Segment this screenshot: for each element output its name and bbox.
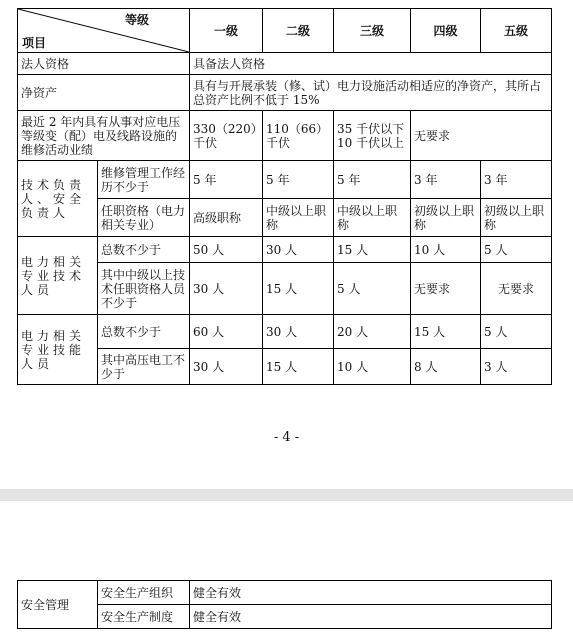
skill-staff-row-2 [18, 349, 552, 385]
page-divider [0, 489, 573, 501]
safety-row-2 [18, 605, 552, 629]
skill-staff-group: 电力相关专业技能人员 [18, 315, 98, 385]
tech-staff-r1-v5: 5 人 [481, 237, 552, 263]
header-row [18, 9, 552, 53]
header-level-1: 一级 [190, 9, 263, 53]
tech-staff-r1-label: 总数不少于 [98, 237, 190, 263]
experience-level-1: 330（220）千伏 [190, 111, 263, 161]
tech-head-r2-label: 任职资格（电力相关专业） [98, 199, 190, 237]
safety-r1-value: 健全有效 [190, 581, 552, 605]
skill-staff-r1-v1: 60 人 [190, 315, 263, 349]
skill-staff-r1-v2: 30 人 [263, 315, 334, 349]
header-level-label: 等级 [124, 13, 149, 27]
skill-staff-r1-v5: 5 人 [481, 315, 552, 349]
safety-r2-value: 健全有效 [190, 605, 552, 629]
skill-staff-r2-v3: 10 人 [334, 349, 411, 385]
header-level-2: 二级 [263, 9, 334, 53]
tech-staff-r1-v1: 50 人 [190, 237, 263, 263]
tech-staff-r1-v3: 15 人 [334, 237, 411, 263]
tech-head-r2-v5: 初级以上职称 [481, 199, 552, 237]
legal-label: 法人资格 [18, 53, 190, 75]
tech-head-r1-v5: 3 年 [481, 161, 552, 199]
experience-level-2: 110（66）千伏 [263, 111, 334, 161]
tech-head-r1-v4: 3 年 [411, 161, 481, 199]
tech-staff-group: 电力相关专业技术人员 [18, 237, 98, 315]
experience-label: 最近 2 年内具有从事对应电压等级变（配）电及线路设施的维修活动业绩 [18, 111, 190, 161]
header-level-3: 三级 [334, 9, 411, 53]
tech-staff-r1-v2: 30 人 [263, 237, 334, 263]
legal-value: 具备法人资格 [190, 53, 552, 75]
tech-head-row-2 [18, 199, 552, 237]
legal-row [18, 53, 552, 75]
tech-head-r1-v1: 5 年 [190, 161, 263, 199]
tech-head-r1-label: 维修管理工作经历不少于 [98, 161, 190, 199]
tech-staff-r2-v3: 5 人 [334, 263, 411, 315]
skill-staff-r2-v5: 3 人 [481, 349, 552, 385]
skill-staff-r2-v2: 15 人 [263, 349, 334, 385]
qualification-table [17, 8, 552, 385]
tech-head-r2-v3: 中级以上职称 [334, 199, 411, 237]
header-level-5: 五级 [481, 9, 552, 53]
tech-staff-row-2 [18, 263, 552, 315]
net-assets-value: 具有与开展承装（修、试）电力设施活动相适应的净资产，其所占总资产比例不低于 15% [190, 75, 552, 111]
tech-head-r1-v2: 5 年 [263, 161, 334, 199]
skill-staff-r2-v1: 30 人 [190, 349, 263, 385]
experience-level-3: 35 千伏以下 10 千伏以上 [334, 111, 411, 161]
safety-row-1 [18, 581, 552, 605]
tech-staff-r2-v1: 30 人 [190, 263, 263, 315]
skill-staff-r1-v4: 15 人 [411, 315, 481, 349]
safety-r1-label: 安全生产组织 [98, 581, 190, 605]
net-assets-label: 净资产 [18, 75, 190, 111]
page-number: - 4 - [273, 430, 300, 445]
tech-staff-r1-v4: 10 人 [411, 237, 481, 263]
tech-head-r2-v2: 中级以上职称 [263, 199, 334, 237]
experience-row [18, 111, 552, 161]
tech-head-r1-v3: 5 年 [334, 161, 411, 199]
experience-level-4-5: 无要求 [411, 111, 552, 161]
tech-head-r2-v4: 初级以上职称 [411, 199, 481, 237]
tech-head-row-1 [18, 161, 552, 199]
skill-staff-r1-label: 总数不少于 [98, 315, 190, 349]
tech-staff-r2-label: 其中中级以上技术任职资格人员不少于 [98, 263, 190, 315]
net-assets-row [18, 75, 552, 111]
skill-staff-r2-v4: 8 人 [411, 349, 481, 385]
skill-staff-row-1 [18, 315, 552, 349]
safety-r2-label: 安全生产制度 [98, 605, 190, 629]
header-level-4: 四级 [411, 9, 481, 53]
tech-head-group: 技术负责人、安全负责人 [18, 161, 98, 237]
skill-staff-r2-label: 其中高压电工不少于 [98, 349, 190, 385]
header-item-label: 项目 [22, 36, 47, 50]
safety-group: 安全管理 [18, 581, 98, 629]
tech-staff-r2-v5: 无要求 [481, 263, 552, 315]
tech-head-r2-v1: 高级职称 [190, 199, 263, 237]
diagonal-header-cell [18, 9, 190, 53]
skill-staff-r1-v3: 20 人 [334, 315, 411, 349]
tech-staff-r2-v2: 15 人 [263, 263, 334, 315]
tech-staff-r2-v4: 无要求 [411, 263, 481, 315]
tech-staff-row-1 [18, 237, 552, 263]
safety-management-table [17, 580, 552, 629]
